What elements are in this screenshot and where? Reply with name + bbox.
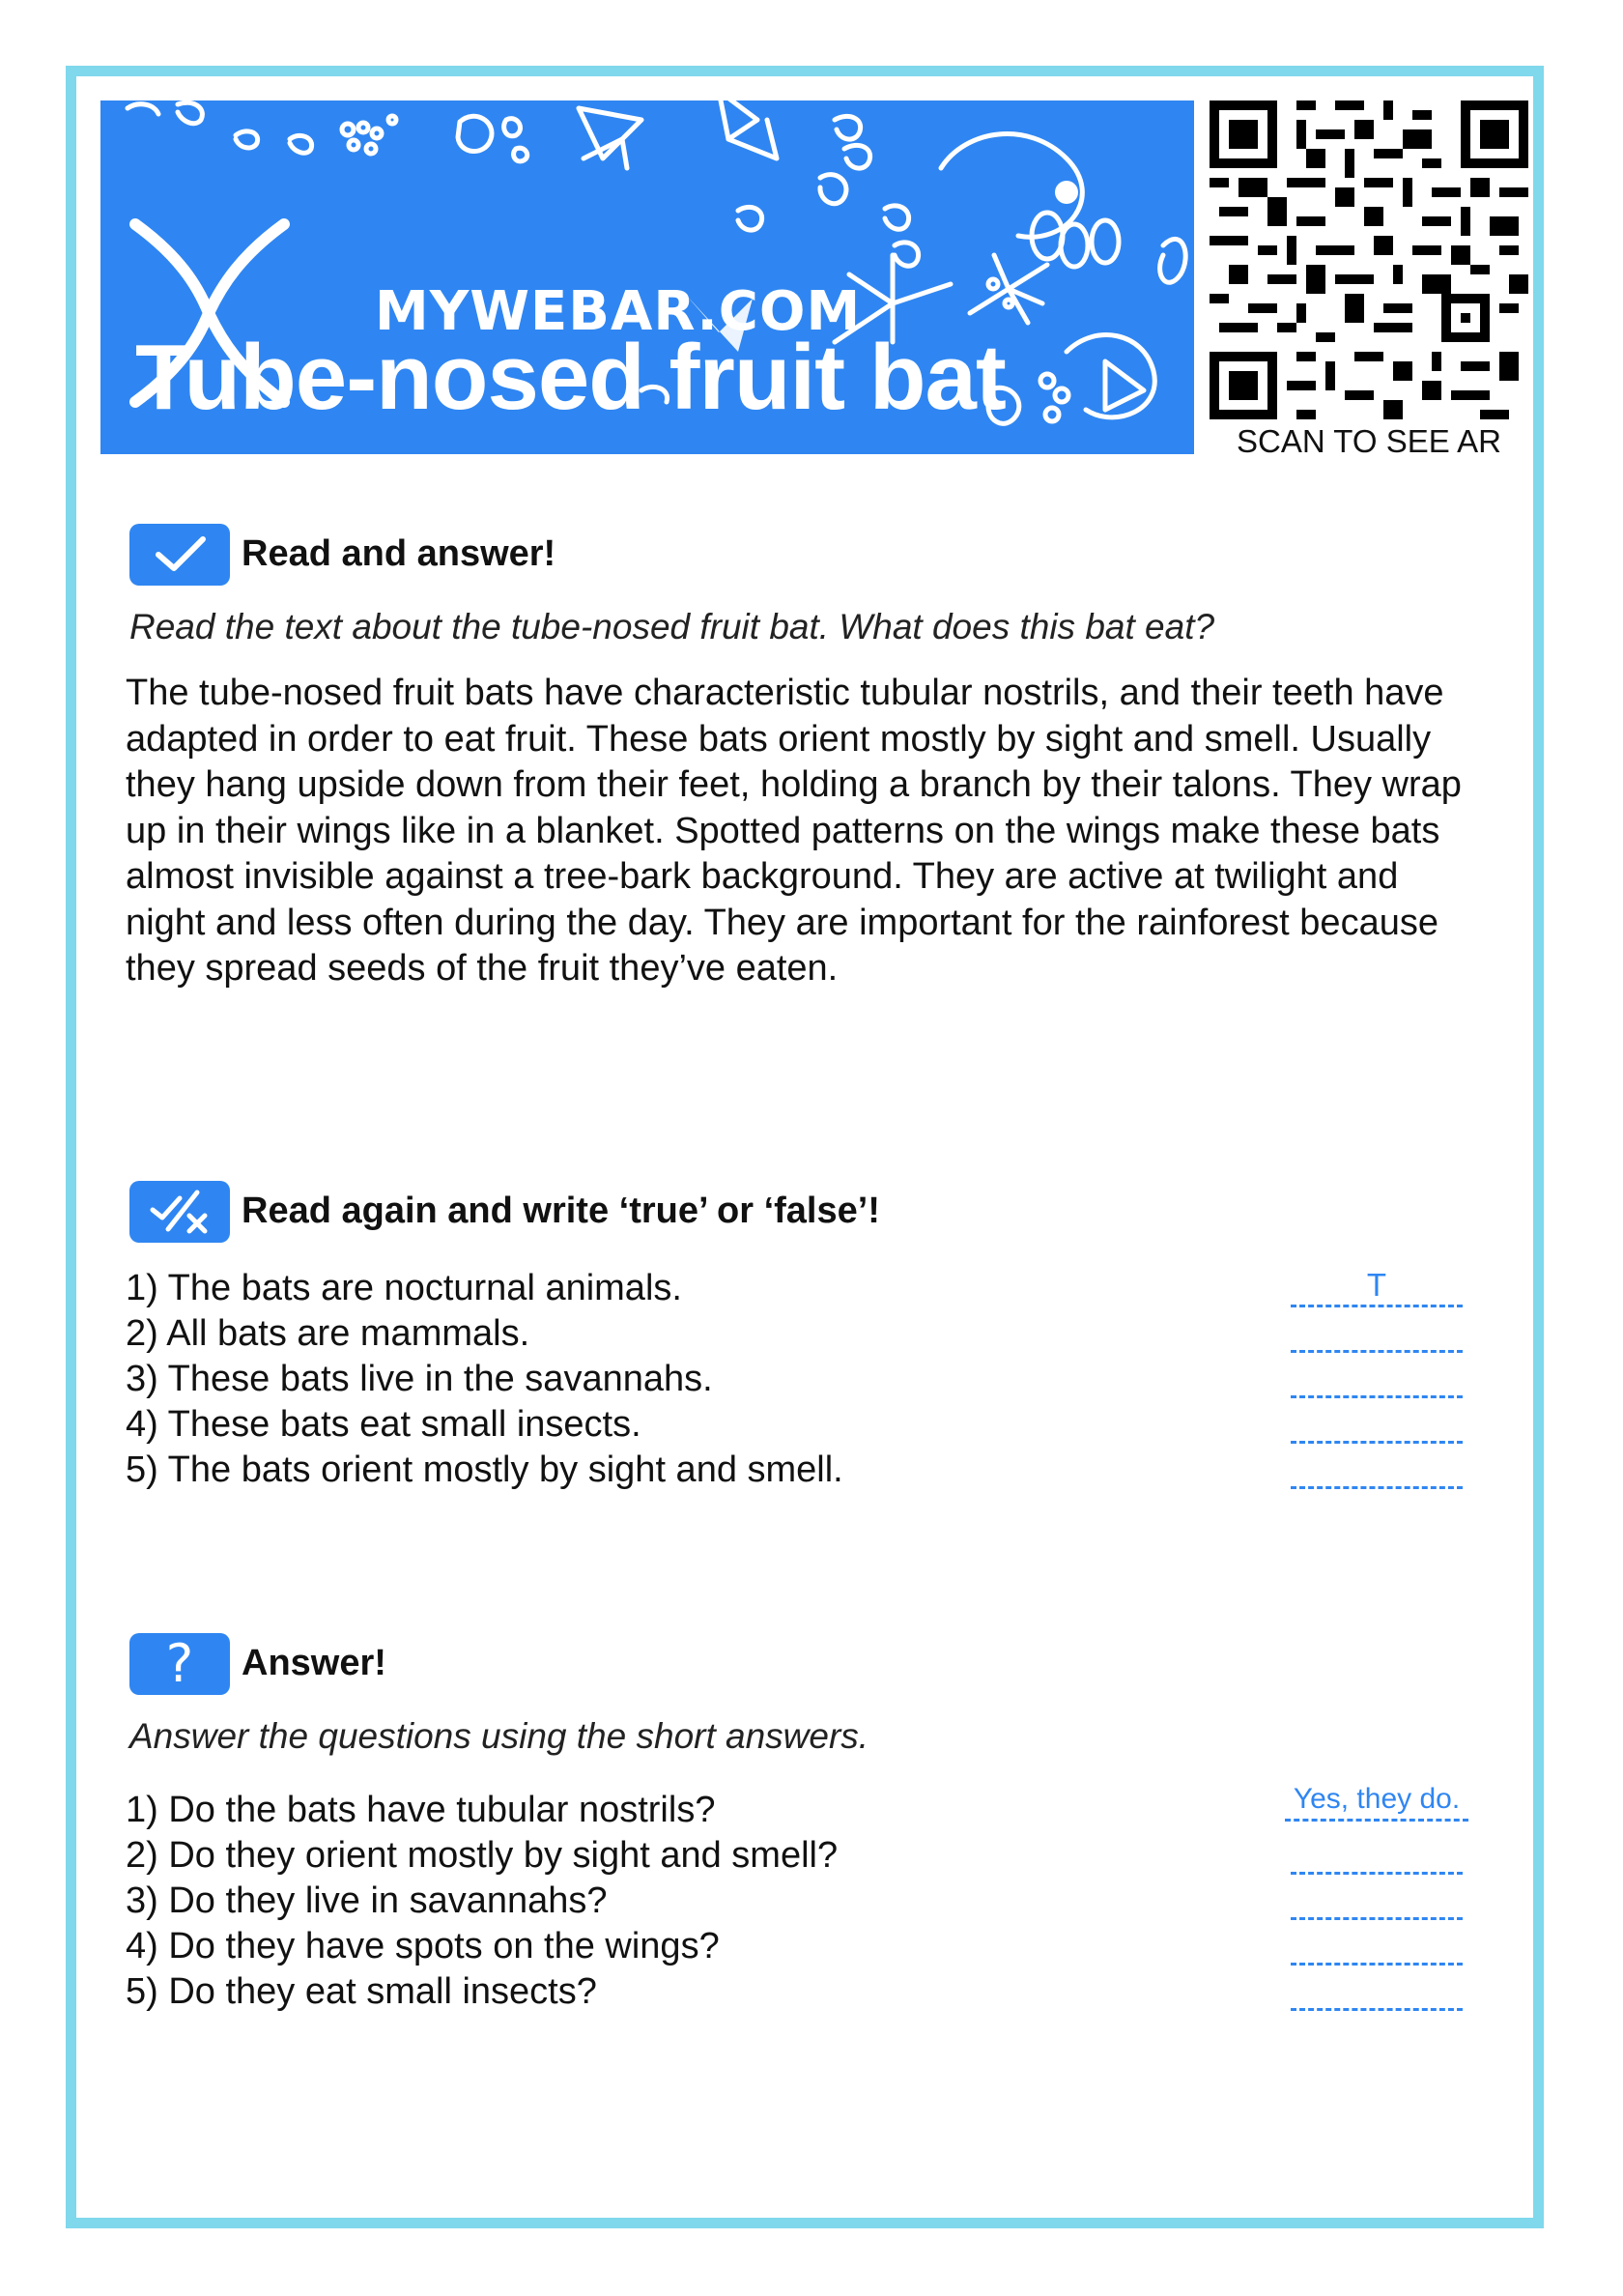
reading-text: The tube-nosed fruit bats have characteristic tubular nostrils, and their teeth have adapted in order to eat fruit. These bats orient mostly by sight and smell. Usually they hang upside down from their feet, holding a branch by their talons. They wrap up in their wings like in a blanket. Spotted patterns on the wings make these bats almost invisible against a tree-bark background. They are active at twilight and night and less often during the day. They are important for the rainforest because they spread seeds of the fruit they’ve eaten. — [126, 673, 1462, 989]
true-false-statements — [126, 1266, 843, 1493]
question-mark-glyph: ? — [165, 1633, 194, 1694]
answer-field[interactable] — [1291, 1969, 1463, 2011]
section-read-and-answer-instruction: Read the text about the tube-nosed fruit bat. What does this bat eat? — [129, 607, 1215, 646]
page-title: Tube-nosed fruit bat — [135, 326, 1006, 429]
answer-questions — [126, 1788, 838, 2015]
list-item: 5) Do they eat small insects? — [126, 1971, 597, 2012]
list-item: 3) Do they live in savannahs? — [126, 1880, 608, 1921]
question-mark-icon — [129, 1633, 230, 1695]
section-answer-instruction: Answer the questions using the short answers. — [129, 1716, 869, 1756]
list-item: 2) All bats are mammals. — [126, 1313, 530, 1354]
answer-field[interactable]: T — [1291, 1266, 1463, 1307]
header-banner — [100, 100, 1194, 454]
qr-code[interactable] — [1210, 100, 1528, 419]
logo-text: MYWEBAR.COM — [375, 280, 862, 343]
section-true-false-title: Read again and write ‘true’ or ‘false’! — [242, 1191, 880, 1231]
list-item: 2) Do they orient mostly by sight and smell? — [126, 1835, 839, 1876]
list-item: 1) The bats are nocturnal animals. — [126, 1268, 682, 1308]
list-item: 4) Do they have spots on the wings? — [126, 1926, 720, 1966]
answer-field[interactable] — [1291, 1833, 1463, 1875]
list-item: 3) These bats live in the savannahs. — [126, 1359, 713, 1399]
answer-field[interactable] — [1291, 1879, 1463, 1920]
list-item: 1) Do the bats have tubular nostrils? — [126, 1790, 716, 1830]
answer-field[interactable]: Yes, they do. — [1285, 1780, 1468, 1822]
answer-field[interactable] — [1291, 1402, 1463, 1444]
section-read-and-answer-title: Read and answer! — [242, 533, 556, 574]
answer-field[interactable] — [1291, 1311, 1463, 1353]
checkmark-icon — [129, 524, 230, 586]
answer-field[interactable] — [1291, 1448, 1463, 1489]
answer-field[interactable] — [1291, 1924, 1463, 1966]
section-answer-title: Answer! — [242, 1643, 386, 1683]
true-false-icon — [129, 1181, 230, 1243]
list-item: 5) The bats orient mostly by sight and smell. — [126, 1449, 843, 1490]
qr-scan-label: SCAN TO SEE AR — [1237, 423, 1501, 459]
answer-field[interactable] — [1291, 1357, 1463, 1398]
list-item: 4) These bats eat small insects. — [126, 1404, 641, 1445]
